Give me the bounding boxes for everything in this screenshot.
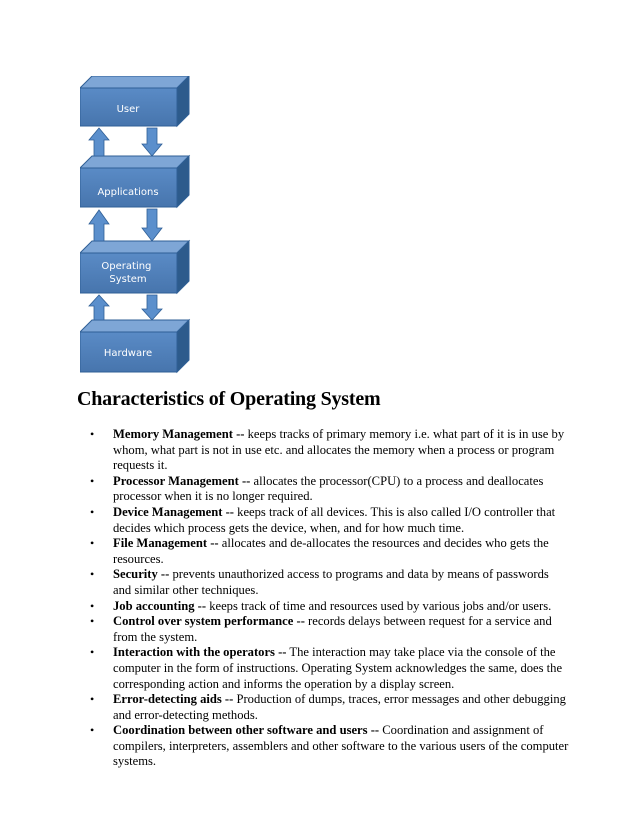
user-layer-label: User <box>116 104 140 115</box>
user-layer-box <box>80 76 189 126</box>
item-description: records delays between request for a service and from the system. <box>113 614 552 644</box>
item-term: Error-detecting aids -- <box>113 692 234 707</box>
arrow-up-hardware-to-os <box>89 295 109 320</box>
item-description: keeps track of time and resources used by various jobs and/or users. <box>206 598 552 613</box>
list-item <box>90 723 570 770</box>
bullet-icon: • <box>90 645 95 660</box>
item-term: Security -- <box>113 567 170 582</box>
list-item <box>90 567 570 598</box>
item-description: keeps track of all devices. This is also called I/O controller that decides which process gets the device, when, and for how much time. <box>113 504 556 535</box>
bullet-icon: • <box>90 692 95 707</box>
os-box-front <box>80 253 177 293</box>
list-item <box>90 614 570 645</box>
item-term: Control over system performance -- <box>113 614 305 629</box>
list-item <box>90 474 570 505</box>
item-description: prevents unauthorized access to programs and data by means of passwords and similar other techniques. <box>113 567 549 597</box>
bullet-icon: • <box>90 598 95 613</box>
item-description: Coordination and assignment of compilers, interpreters, assemblers and other software to the various users of the computer systems. <box>113 723 569 769</box>
item-term: Job accounting -- <box>113 598 207 613</box>
item-term: Processor Management -- <box>113 473 251 488</box>
arrow-down-applications-to-os <box>142 209 162 241</box>
list-item <box>90 599 570 615</box>
bullet-icon: • <box>90 536 95 551</box>
list-item <box>90 536 570 567</box>
section-title: Characteristics of Operating System <box>77 388 381 410</box>
bullet-icon: • <box>90 473 95 488</box>
os-label-line-1: Operating <box>101 261 152 272</box>
list-item <box>90 692 570 723</box>
item-description: The interaction may take place via the console of the computer in the form of instructions. Operating System acknowledges the same, does the corresponding action and informs the operation by a display screen. <box>113 645 563 691</box>
arrow-down-os-to-hardware <box>142 295 162 320</box>
item-term: Interaction with the operators -- <box>113 645 287 660</box>
bullet-icon: • <box>90 504 95 519</box>
item-description: allocates and de-allocates the resources and decides who gets the resources. <box>113 536 549 566</box>
item-description: keeps tracks of primary memory i.e. what part of it is in use by whom, what part is not in use etc. and allocates the memory when a process or program requests it. <box>113 427 565 473</box>
item-description: Production of dumps, traces, error messages and other debugging and error-detecting methods. <box>113 692 566 722</box>
os-box-top <box>80 241 189 253</box>
characteristics-list <box>90 427 570 770</box>
os-layers-diagram <box>80 76 200 376</box>
arrow-up-applications-to-user <box>89 128 109 156</box>
arrow-up-os-to-applications <box>89 210 109 241</box>
bullet-icon: • <box>90 427 95 441</box>
bullet-icon: • <box>90 614 95 629</box>
hardware-layer-box <box>80 320 189 372</box>
applications-layer-box <box>80 156 189 207</box>
item-term: Device Management -- <box>113 504 234 519</box>
hardware-layer-label: Hardware <box>103 348 153 359</box>
list-item <box>90 427 570 474</box>
applications-box-top <box>80 156 189 168</box>
item-description: allocates the processor(CPU) to a process and deallocates processor when it is no longer required. <box>113 473 544 504</box>
bullet-icon: • <box>90 723 95 738</box>
list-item <box>90 645 570 692</box>
arrow-down-user-to-applications <box>142 128 162 156</box>
user-box-top <box>80 76 189 88</box>
os-label-line-2: System <box>109 274 147 285</box>
applications-layer-label: Applications <box>97 187 159 198</box>
item-term: File Management -- <box>113 536 219 551</box>
hardware-box-top <box>80 320 189 332</box>
item-term: Memory Management -- <box>113 427 245 441</box>
list-item <box>90 505 570 536</box>
bullet-icon: • <box>90 567 95 582</box>
item-term: Coordination between other software and users -- <box>113 723 380 738</box>
operating-system-layer-box <box>80 241 189 293</box>
